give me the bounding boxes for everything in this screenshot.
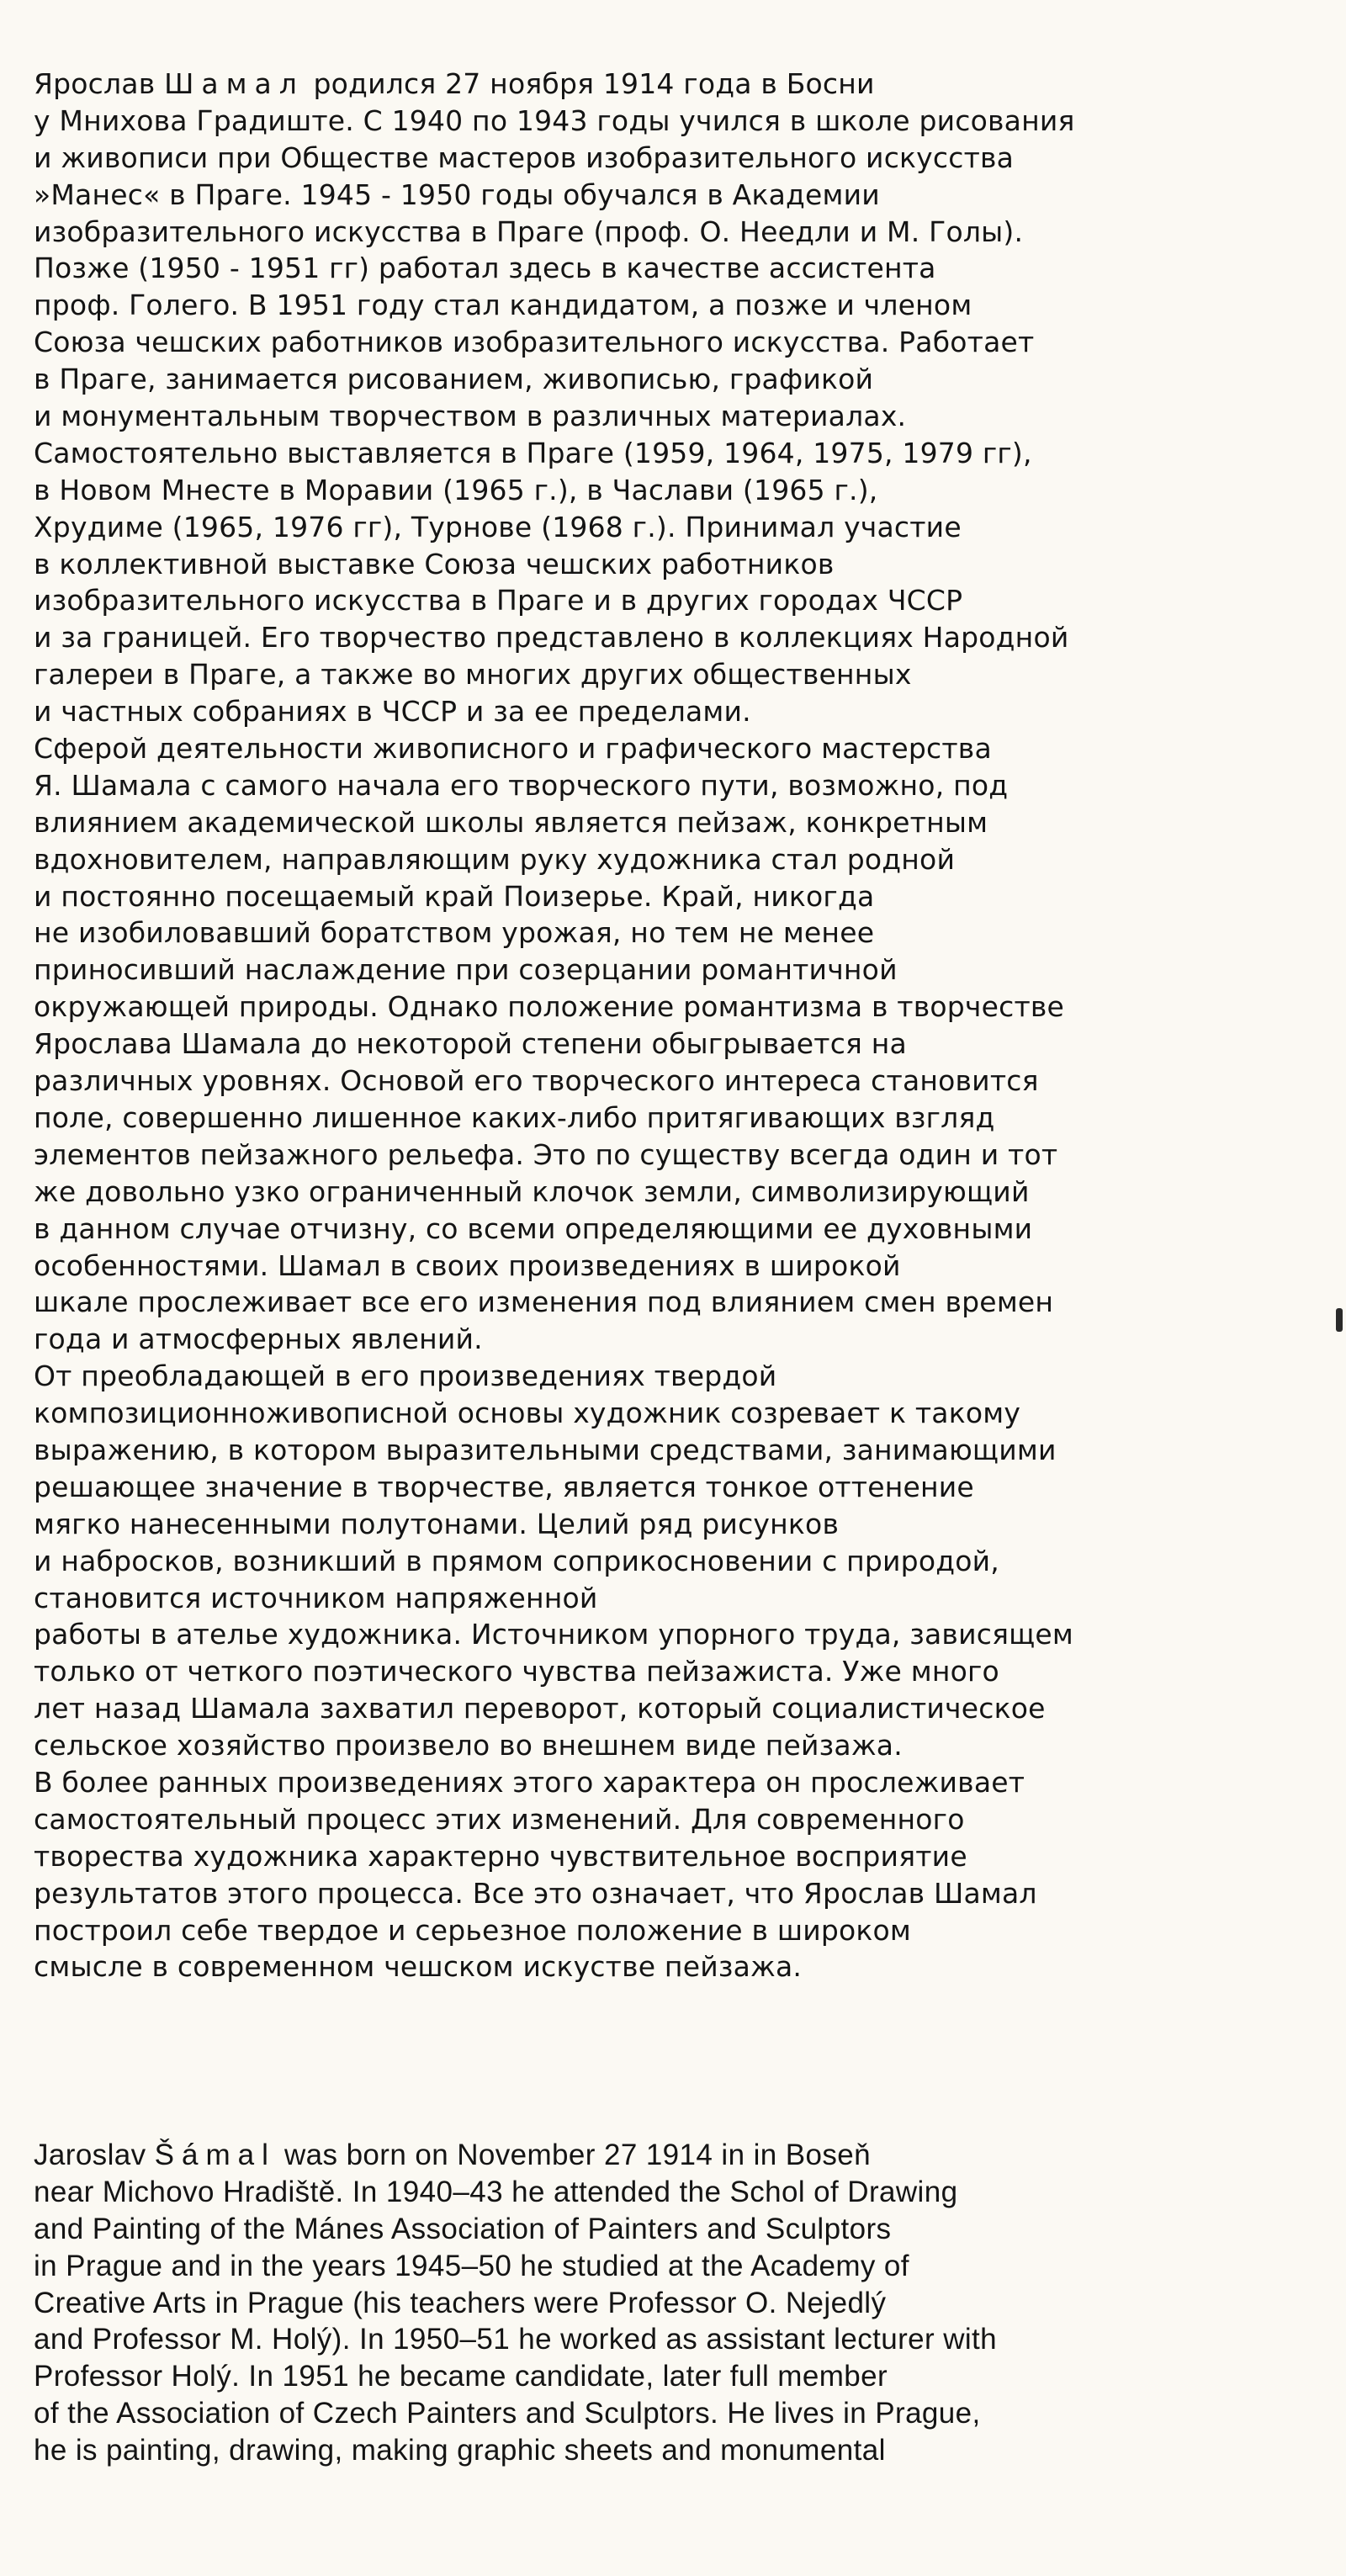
text-line: композиционноживописной основы художник созревает к такому — [34, 1397, 1021, 1430]
text-line: Я. Шамала с самого начала его творческого пути, возможно, под — [34, 768, 1009, 802]
text-line: проф. Голего. В 1951 году стал кандидатом, а позже и членом — [34, 289, 972, 322]
text-line: изобразительного искусства в Праге и в других городах ЧССР — [34, 584, 963, 617]
text-line: самостоятельный процесс этих изменений. Для современного — [34, 1802, 965, 1836]
text-line: В более ранных произведениях этого характера он прослеживает — [34, 1765, 1025, 1799]
text-line: лет назад Шамала захватил переворот, который социалистическое — [34, 1692, 1046, 1725]
text-line: изобразительного искусства в Праге (проф. О. Неедли и М. Голы). — [34, 215, 1024, 248]
text-line: Ярослав Шамал родился 27 ноября 1914 года в Босни — [34, 67, 875, 100]
text-line: От преобладающей в его произведениях твердой — [34, 1360, 777, 1393]
text-line: влиянием академической школы является пейзаж, конкретным — [34, 805, 988, 839]
text-line: и постоянно посещаемый край Поизерье. Край, никогда — [34, 879, 875, 913]
text-line: и живописи при Обществе мастеров изобразительного искусства — [34, 140, 1015, 174]
text-line: и монументальным творчеством в различных материалах. — [34, 400, 907, 433]
text-line: же довольно узко ограниченный клочок земли, символизирующий — [34, 1174, 1030, 1208]
text-line: особенностями. Шамал в своих произведениях в широкой — [34, 1248, 901, 1282]
text-line: творества художника характерно чувствительное восприятие — [34, 1839, 967, 1873]
text-line: »Манес« в Праге. 1945 - 1950 годы обучался в Академии — [34, 178, 880, 211]
artist-name-spaced: Šámal — [154, 2139, 276, 2171]
text-line: Professor Holý. In 1951 he became candidate, later full member — [34, 2360, 888, 2393]
text-line: and Professor M. Holý). In 1950–51 he worked as assistant lecturer with — [34, 2323, 998, 2356]
text-line: у Мнихова Градиште. С 1940 по 1943 годы учился в школе рисования — [34, 103, 1075, 137]
text-line: и частных собраниях в ЧССР и за ее пределами. — [34, 695, 751, 729]
text-line: and Painting of the Mánes Association of Painters and Sculptors — [34, 2212, 892, 2245]
text-line: выражению, в котором выразительными средствами, занимающими — [34, 1433, 1057, 1466]
text-line: становится источником напряженной — [34, 1581, 598, 1614]
text-line: of the Association of Czech Painters and Sculptors. He lives in Prague, — [34, 2397, 981, 2430]
artist-name-spaced: Шамал — [164, 67, 305, 100]
text-line: Creative Arts in Prague (his teachers were Professor O. Nejedlý — [34, 2286, 887, 2319]
text-line: вдохновителем, направляющим руку художника стал родной — [34, 842, 956, 876]
text-line: Позже (1950 - 1951 гг) работал здесь в качестве ассистента — [34, 252, 936, 285]
text-line: сельское хозяйство произвело во внешнем виде пейзажа. — [34, 1729, 903, 1762]
text-line: в Праге, занимается рисованием, живописью, графикой — [34, 363, 874, 396]
text-line: he is painting, drawing, making graphic sheets and monumental — [34, 2434, 886, 2467]
text-line: Сферой деятельности живописного и графического мастерства — [34, 732, 992, 766]
text-line: и набросков, возникший в прямом соприкосновении с природой, — [34, 1544, 999, 1577]
text-line: Хрудиме (1965, 1976 гг), Турнове (1968 г.). Принимал участие — [34, 510, 962, 543]
text-line: различных уровнях. Основой его творческого интереса становится — [34, 1064, 1039, 1098]
text-line: не изобиловавший боратством урожая, но тем не менее — [34, 916, 875, 950]
text-line: работы в ателье художника. Источником упорного труда, зависящем — [34, 1618, 1074, 1651]
english-biography-text — [34, 2137, 1329, 2469]
text-line: Самостоятельно выставляется в Праге (1959, 1964, 1975, 1979 гг), — [34, 436, 1032, 469]
text-line: шкале прослеживает все его изменения под влиянием смен времен — [34, 1285, 1054, 1319]
text-line: мягко нанесенными полутонами. Целий ряд рисунков — [34, 1507, 840, 1540]
text-line: в данном случае отчизну, со всеми определяющими ее духовными — [34, 1211, 1033, 1245]
text-line: построил себе твердое и серьезное положение в широком — [34, 1913, 912, 1947]
text-line: in Prague and in the years 1945–50 he studied at the Academy of — [34, 2249, 909, 2282]
text-line: окружающей природы. Однако положение романтизма в творчестве — [34, 990, 1065, 1024]
text-line: галереи в Праге, а также во многих других общественных — [34, 658, 912, 692]
text-line: поле, совершенно лишенное каких-либо притягивающих взгляд — [34, 1100, 995, 1134]
text-line: Ярослава Шамала до некоторой степени обыгрывается на — [34, 1027, 907, 1061]
text-line: и за границей. Его творчество представлено в коллекциях Народной — [34, 621, 1069, 655]
text-line: результатов этого процесса. Все это означает, что Ярослав Шамал — [34, 1876, 1037, 1910]
text-line: только от четкого поэтического чувства пейзажиста. Уже много — [34, 1655, 999, 1688]
text-line: года и атмосферных явлений. — [34, 1322, 483, 1356]
text-line: элементов пейзажного рельефа. Это по существу всегда один и тот — [34, 1137, 1058, 1171]
text-line: решающее значение в творчестве, является тонкое оттенение — [34, 1470, 974, 1503]
text-line: near Michovo Hradiště. In 1940–43 he attended the Schol of Drawing — [34, 2175, 958, 2208]
text-line: Jaroslav Šámal was born on November 27 1914 in in Boseň — [34, 2139, 871, 2171]
text-line: в Новом Мнесте в Моравии (1965 г.), в Часлави (1965 г.), — [34, 473, 878, 506]
text-line: Союза чешских работников изобразительного искусства. Работает — [34, 326, 1035, 359]
margin-mark — [1336, 1308, 1343, 1332]
text-line: смысле в современном чешском искуствe пейзажа. — [34, 1950, 803, 1984]
text-line: приносивший наслаждение при созерцании романтичной — [34, 953, 898, 987]
russian-biography-text — [34, 66, 1329, 1985]
text-line: в коллективной выставке Союза чешских работников — [34, 547, 835, 580]
